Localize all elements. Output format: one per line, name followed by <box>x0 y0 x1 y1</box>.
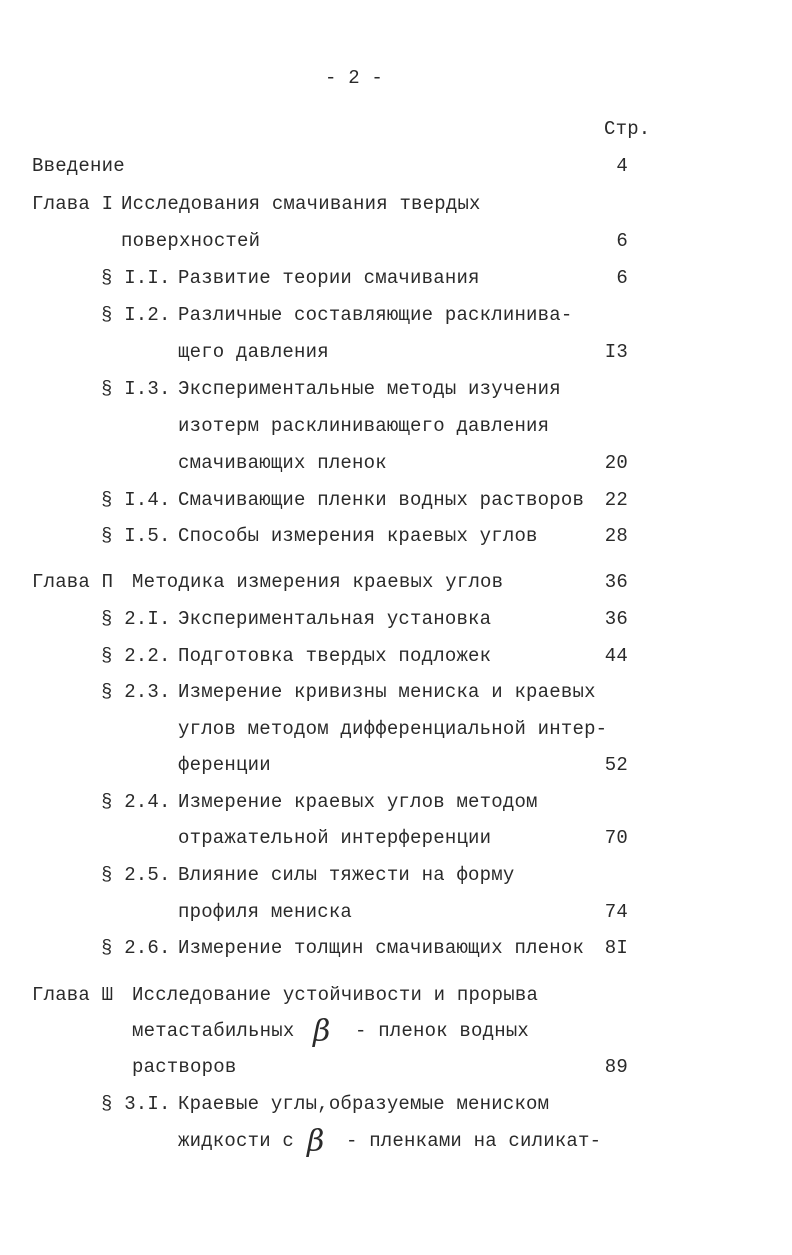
toc-s24-page: 70 <box>604 827 628 849</box>
toc-s21-number: § 2.I. <box>101 608 171 630</box>
toc-intro-label: Введение <box>32 155 125 177</box>
toc-s13-title: Экспериментальные методы изучения <box>178 378 561 400</box>
beta-symbol: β <box>313 1014 331 1049</box>
toc-s11-page: 6 <box>616 267 628 289</box>
toc-s24-title: Измерение краевых углов методом <box>178 791 538 813</box>
toc-ch3-page: 89 <box>604 1056 628 1078</box>
toc-s25-page: 74 <box>604 901 628 923</box>
toc-ch3-title-cont-a: метастабильных <box>132 1020 295 1042</box>
toc-s22-number: § 2.2. <box>101 645 171 667</box>
toc-s11-number: § I.I. <box>101 267 171 289</box>
toc-s15-number: § I.5. <box>101 525 171 547</box>
toc-s15-title: Способы измерения краевых углов <box>178 525 538 547</box>
toc-s22-title: Подготовка твердых подложек <box>178 645 492 667</box>
toc-s21-page: 36 <box>604 608 628 630</box>
toc-ch1-label: Глава I <box>32 193 114 215</box>
toc-ch3-title-cont-2: растворов <box>132 1056 237 1078</box>
toc-s23-title-cont-2: ференции <box>178 754 271 776</box>
toc-s13-title-cont: изотерм расклинивающего давления <box>178 415 550 437</box>
toc-s13-title-cont-2: смачивающих пленок <box>178 452 387 474</box>
toc-ch1-title-cont: поверхностей <box>121 230 261 252</box>
toc-s21-title: Экспериментальная установка <box>178 608 492 630</box>
toc-s12-number: § I.2. <box>101 304 171 326</box>
toc-s14-number: § I.4. <box>101 489 171 511</box>
toc-ch2-title: Методика измерения краевых углов <box>132 571 504 593</box>
toc-s25-title-cont: профиля мениска <box>178 901 353 923</box>
toc-s23-page: 52 <box>604 754 628 776</box>
toc-s31-title-cont-a: жидкости с <box>178 1130 295 1152</box>
toc-s31-number: § 3.I. <box>101 1093 171 1115</box>
page-column-header: Стр. <box>604 118 651 140</box>
toc-ch1-page: 6 <box>616 230 628 252</box>
toc-s22-page: 44 <box>604 645 628 667</box>
toc-ch3-title-cont-b: - пленок водных <box>355 1020 530 1042</box>
toc-ch2-label: Глава П <box>32 571 114 593</box>
toc-ch1-title: Исследования смачивания твердых <box>121 193 481 215</box>
toc-s12-title-cont: щего давления <box>178 341 329 363</box>
toc-s13-number: § I.3. <box>101 378 171 400</box>
toc-s26-title: Измерение толщин смачивающих пленок <box>178 937 585 959</box>
toc-s13-page: 20 <box>604 452 628 474</box>
toc-s14-title: Смачивающие пленки водных растворов <box>178 489 585 511</box>
toc-s15-page: 28 <box>604 525 628 547</box>
toc-s26-page: 8I <box>604 937 628 959</box>
toc-s24-title-cont: отражательной интерференции <box>178 827 492 849</box>
toc-ch2-page: 36 <box>604 571 628 593</box>
toc-s11-title: Развитие теории смачивания <box>178 267 480 289</box>
page-number: - 2 - <box>325 67 384 89</box>
toc-s23-title-cont: углов методом дифференциальной интер- <box>178 718 608 740</box>
toc-s23-title: Измерение кривизны мениска и краевых <box>178 681 596 703</box>
toc-intro-page: 4 <box>616 155 628 177</box>
toc-s24-number: § 2.4. <box>101 791 171 813</box>
toc-s31-title: Краевые углы,образуемые мениском <box>178 1093 550 1115</box>
toc-s25-number: § 2.5. <box>101 864 171 886</box>
toc-s31-title-cont-b: - пленками на силикат- <box>346 1130 602 1152</box>
toc-ch3-label: Глава Ш <box>32 984 114 1006</box>
toc-s14-page: 22 <box>604 489 628 511</box>
toc-s25-title: Влияние силы тяжести на форму <box>178 864 515 886</box>
toc-s12-page: I3 <box>604 341 628 363</box>
beta-symbol: β <box>307 1124 325 1159</box>
toc-s26-number: § 2.6. <box>101 937 171 959</box>
toc-s23-number: § 2.3. <box>101 681 171 703</box>
toc-s12-title: Различные составляющие расклинива- <box>178 304 573 326</box>
toc-ch3-title: Исследование устойчивости и прорыва <box>132 984 539 1006</box>
